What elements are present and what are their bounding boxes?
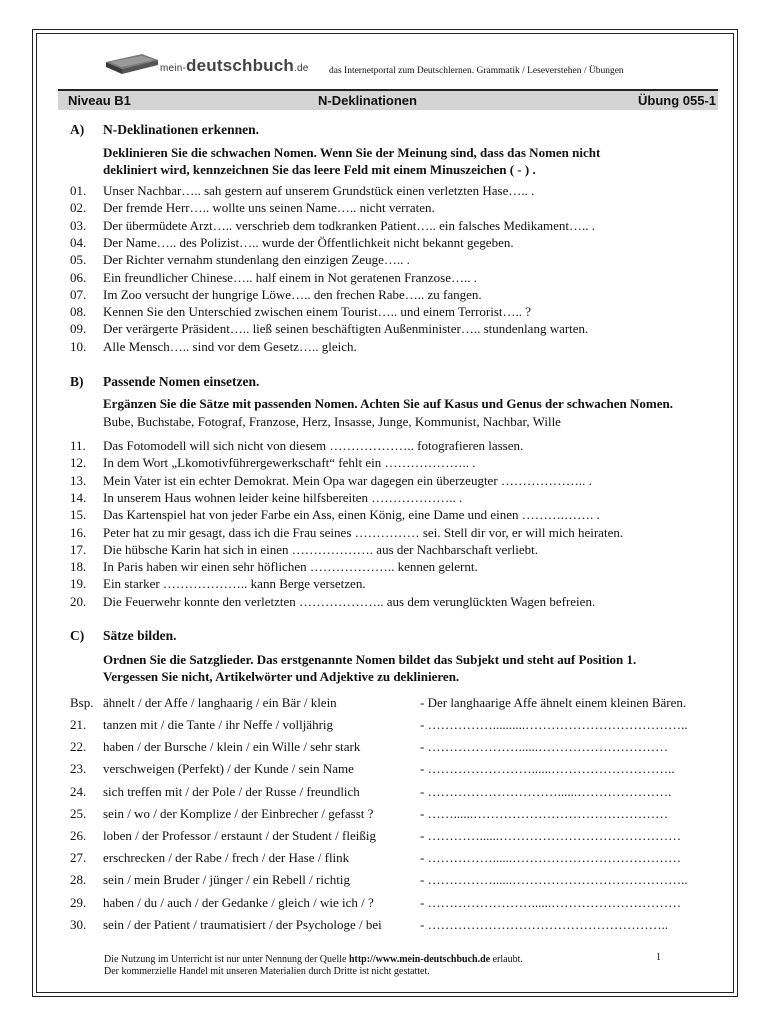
answer-blank[interactable]: - …………………......………………………… xyxy=(420,739,669,755)
word-list: Bube, Buchstabe, Fotograf, Franzose, Herz, Insasse, Junge, Kommunist, Nachbar, Wille xyxy=(103,414,561,429)
item-text: Mein Vater ist ein echter Demokrat. Mein Opa war dagegen ein überzeugter ……………….. . xyxy=(103,472,592,488)
site-tagline: das Internetportal zum Deutschlernen. Grammatik / Leseverstehen / Übungen xyxy=(329,66,624,76)
section-a-instruction xyxy=(103,144,600,178)
item-prompt: ähnelt / der Affe / langhaarig / ein Bär / klein xyxy=(103,695,337,710)
item-number: 15. xyxy=(70,507,87,523)
item-number: 30. xyxy=(70,916,87,932)
section-letter: B) xyxy=(70,374,84,389)
section-title: Passende Nomen einsetzen. xyxy=(103,374,260,389)
item-text: In Paris haben wir einen sehr höflichen ……………….. kennen gelernt. xyxy=(103,559,478,575)
item-text: tanzen mit / die Tante / ihr Neffe / volljährig xyxy=(103,717,334,732)
book-logo-icon xyxy=(104,52,160,76)
item-text: In unserem Haus wohnen leider keine hilfsbereiten ……………….. . xyxy=(103,489,463,505)
item-number: 01. xyxy=(70,183,87,198)
item-number: 26. xyxy=(70,828,87,843)
section-b-heading xyxy=(70,374,259,390)
answer-blank[interactable]: - ……………......………………………………….. xyxy=(420,872,688,888)
answer-blank[interactable]: - ……………......………………………………… xyxy=(420,850,682,866)
page-number: 1 xyxy=(656,952,661,963)
item-text: Der fremde Herr….. wollte uns seinen Name….. nicht verraten. xyxy=(103,200,435,216)
answer-blank[interactable]: - ……......……………………………………… xyxy=(420,805,669,821)
item-text: Die Feuerwehr konnte den verletzten ……………….. aus dem verunglückten Wagen befreien. xyxy=(103,593,596,609)
item-text: Der Name….. des Polizist….. wurde der Öffentlichkeit nicht bekannt gegeben. xyxy=(103,234,514,250)
item-text: Der Richter vernahm stundenlang den einzigen Zeuge….. . xyxy=(103,252,410,268)
item-text: Peter hat zu mir gesagt, dass ich die Frau seines …………… sei. Stell dir vor, er will mich heiraten. xyxy=(103,524,624,540)
item-number: 16. xyxy=(70,524,87,540)
item-number: 20. xyxy=(70,593,87,609)
site-logo[interactable] xyxy=(160,56,309,76)
section-c-heading xyxy=(70,628,177,644)
item-number: 07. xyxy=(70,286,87,302)
footer-text: Die Nutzung im Unterricht ist nur unter Nennung der Quelle xyxy=(104,954,349,965)
item-text: sich treffen mit / der Pole / der Russe / freundlich xyxy=(103,783,360,799)
item-text: Ein freundlicher Chinese….. half einem in Not geratenen Franzose….. . xyxy=(103,269,477,285)
item-number: 22. xyxy=(70,739,87,755)
section-letter: A) xyxy=(70,122,85,137)
item-text: sein / wo / der Komplize / der Einbrecher / gefasst ? xyxy=(103,805,374,821)
item-number: 19. xyxy=(70,576,87,592)
item-number: 23. xyxy=(70,761,87,777)
example-answer: - Der langhaarige Affe ähnelt einem kleinen Bären. xyxy=(420,695,687,710)
item-text: Der verärgerte Präsident….. ließ seinen beschäftigten Außenminister….. stundenlang warten. xyxy=(103,321,589,337)
item-text: Das Fotomodell will sich nicht von diesem ……………….. fotografieren lassen. xyxy=(103,438,524,453)
item-number: 12. xyxy=(70,455,87,471)
item-text: sein / mein Bruder / jünger / ein Rebell / richtig xyxy=(103,872,350,888)
item-text: In dem Wort „Lkomotivführergewerkschaft“ fehlt ein ……………….. . xyxy=(103,455,476,471)
item-text: loben / der Professor / erstaunt / der Student / fleißig xyxy=(103,828,376,843)
logo-tld: .de xyxy=(294,63,309,74)
item-number: 18. xyxy=(70,559,87,575)
item-text: haben / du / auch / der Gedanke / gleich / wie ich / ? xyxy=(103,894,374,910)
item-number: Bsp. xyxy=(70,695,94,710)
instruction-line: Ordnen Sie die Satzglieder. Das erstgenannte Nomen bildet das Subjekt und steht auf Position 1. xyxy=(103,652,637,667)
answer-blank[interactable]: - ……………………......……………………….. xyxy=(420,761,675,777)
answer-blank[interactable]: - …………………………......…………………. xyxy=(420,783,672,799)
answer-blank[interactable]: - ……………..........……………………………….. xyxy=(420,717,688,732)
item-text: haben / der Bursche / klein / ein Wille / sehr stark xyxy=(103,739,361,755)
site-header xyxy=(104,50,704,80)
item-text: sein / der Patient / traumatisiert / der Psychologe / bei xyxy=(103,916,382,932)
answer-blank[interactable]: - ……………………………………………….. xyxy=(420,916,669,932)
item-number: 10. xyxy=(70,338,87,354)
item-text: Das Kartenspiel hat von jeder Farbe ein Ass, einen König, eine Dame und einen ……….……. . xyxy=(103,507,600,523)
exercise-number: Übung 055-1 xyxy=(637,93,716,108)
item-text: Unser Nachbar….. sah gestern auf unserem Grundstück einen verletzten Hase….. . xyxy=(103,183,535,198)
answer-blank[interactable]: - ……………………......………………………… xyxy=(420,894,682,910)
instruction-line: Vergessen Sie nicht, Artikelwörter und Adjektive zu deklinieren. xyxy=(103,669,460,684)
item-number: 08. xyxy=(70,304,87,320)
logo-prefix: mein- xyxy=(160,63,187,74)
section-a-heading xyxy=(70,122,259,138)
section-title: N-Deklinationen erkennen. xyxy=(103,122,260,137)
topic-title: N-Deklinationen xyxy=(318,93,417,108)
instruction-line: Deklinieren Sie die schwachen Nomen. Wenn Sie der Meinung sind, dass das Nomen nicht xyxy=(103,145,601,160)
item-number: 29. xyxy=(70,894,87,910)
item-text: Die hübsche Karin hat sich in einen ………………. aus der Nachbarschaft verliebt. xyxy=(103,541,539,557)
item-number: 04. xyxy=(70,234,87,250)
footer-notice xyxy=(104,954,523,978)
answer-blank[interactable]: - …………......…………………………………… xyxy=(420,828,682,843)
item-number: 28. xyxy=(70,872,87,888)
logo-main: deutschbuch xyxy=(186,56,295,75)
item-text: erschrecken / der Rabe / frech / der Hase / flink xyxy=(103,850,350,866)
item-number: 24. xyxy=(70,783,87,799)
item-number: 25. xyxy=(70,805,87,821)
item-number: 21. xyxy=(70,717,87,732)
item-number: 11. xyxy=(70,438,86,453)
level-label: Niveau B1 xyxy=(68,93,131,108)
item-number: 03. xyxy=(70,217,87,233)
section-letter: C) xyxy=(70,628,85,643)
item-text: Ein starker ……………….. kann Berge versetzen. xyxy=(103,576,366,592)
section-c-instruction xyxy=(103,651,636,685)
section-b-instruction: Ergänzen Sie die Sätze mit passenden Nomen. Achten Sie auf Kasus und Genus der schwachen Nomen. xyxy=(103,396,674,411)
item-number: 27. xyxy=(70,850,87,866)
item-text: Im Zoo versucht der hungrige Löwe….. den frechen Rabe….. zu fangen. xyxy=(103,286,482,302)
footer-text: erlaubt. xyxy=(490,954,523,965)
item-number: 09. xyxy=(70,321,87,337)
item-number: 17. xyxy=(70,541,87,557)
item-number: 05. xyxy=(70,252,87,268)
instruction-line: dekliniert wird, kennzeichnen Sie das leere Feld mit einem Minuszeichen ( - ) . xyxy=(103,162,536,177)
section-title: Sätze bilden. xyxy=(103,628,177,643)
footer-text: Der kommerzielle Handel mit unseren Materialien durch Dritte ist nicht gestattet. xyxy=(104,966,430,977)
item-text: verschweigen (Perfekt) / der Kunde / sein Name xyxy=(103,761,354,777)
item-number: 02. xyxy=(70,200,87,216)
item-number: 14. xyxy=(70,489,87,505)
item-text: Der übermüdete Arzt….. verschrieb dem todkranken Patient….. ein falsches Medikament….. . xyxy=(103,217,596,233)
item-number: 13. xyxy=(70,472,87,488)
niveau-bar xyxy=(58,89,718,110)
item-number: 06. xyxy=(70,269,87,285)
footer-link[interactable]: http://www.mein-deutschbuch.de xyxy=(348,954,491,965)
item-text: Alle Mensch….. sind vor dem Gesetz….. gleich. xyxy=(103,338,357,354)
item-text: Kennen Sie den Unterschied zwischen einem Tourist….. und einem Terrorist….. ? xyxy=(103,304,532,320)
